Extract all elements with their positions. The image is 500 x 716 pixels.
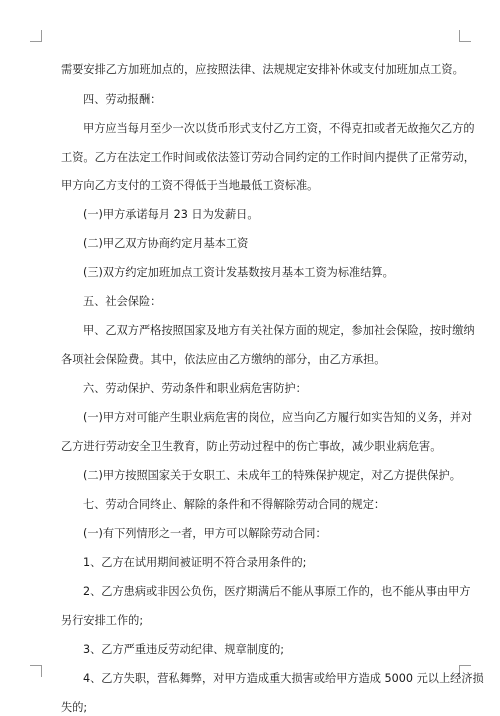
list-item: 3、乙方严重违反劳动纪律、规章制度的; <box>83 643 285 656</box>
list-item: 1、乙方在试用期间被证明不符合录用条件的; <box>83 556 307 569</box>
list-item: 2、乙方患病或非因公负伤，医疗期满后不能从事原工作的，也不能从事由甲方 <box>83 585 471 598</box>
text-line: (一)甲方承诺每月 23 日为发薪日。 <box>83 208 259 221</box>
text-line: (二)甲方按照国家关于女职工、未成年工的特殊保护规定，对乙方提供保护。 <box>83 469 461 482</box>
text-line: (二)甲乙双方协商约定月基本工资 <box>83 237 249 250</box>
list-item: 4、乙方失职，营私舞弊，对甲方造成重大损害或给甲方造成 5000 元以上经济损 <box>83 672 484 685</box>
text-line: (一)有下列情形之一者，甲方可以解除劳动合同： <box>83 527 327 540</box>
text-line: (一)甲方对可能产生职业病危害的岗位，应当向乙方履行如实告知的义务，并对 <box>83 411 473 424</box>
crop-mark-top-right <box>459 30 471 42</box>
text-line: 失的; <box>61 701 88 714</box>
text-line: (三)双方约定加班加点工资计发基数按月基本工资为标准结算。 <box>83 266 394 279</box>
text-line: 需要安排乙方加班加点的，应按照法律、法规规定安排补休或支付加班加点工资。 <box>61 63 464 76</box>
section-heading: 七、劳动合同终止、解除的条件和不得解除劳动合同的规定： <box>83 498 386 511</box>
text-line: 乙方进行劳动安全卫生教育，防止劳动过程中的伤亡事故，减少职业病危害。 <box>61 440 442 453</box>
section-heading: 五、社会保险： <box>83 295 162 308</box>
crop-mark-bottom-left <box>30 665 42 677</box>
section-heading: 四、劳动报酬： <box>83 93 162 106</box>
text-line: 甲、乙双方严格按照国家及地方有关社保方面的规定，参加社会保险，按时缴纳 <box>83 324 475 337</box>
text-line: 工资。乙方在法定工作时间或依法签订劳动合同约定的工作时间内提供了正常劳动， <box>61 151 475 164</box>
section-heading: 六、劳动保护、劳动条件和职业病危害防护： <box>83 382 307 395</box>
text-line: 甲方向乙方支付的工资不得低于当地最低工资标准。 <box>61 179 319 192</box>
text-line: 各项社会保险费。其中，依法应由乙方缴纳的部分，由乙方承担。 <box>61 353 386 366</box>
crop-mark-top-left <box>30 30 42 42</box>
text-line: 甲方应当每月至少一次以货币形式支付乙方工资，不得克扣或者无故拖欠乙方的 <box>83 122 475 135</box>
text-line: 另行安排工作的; <box>61 614 144 627</box>
